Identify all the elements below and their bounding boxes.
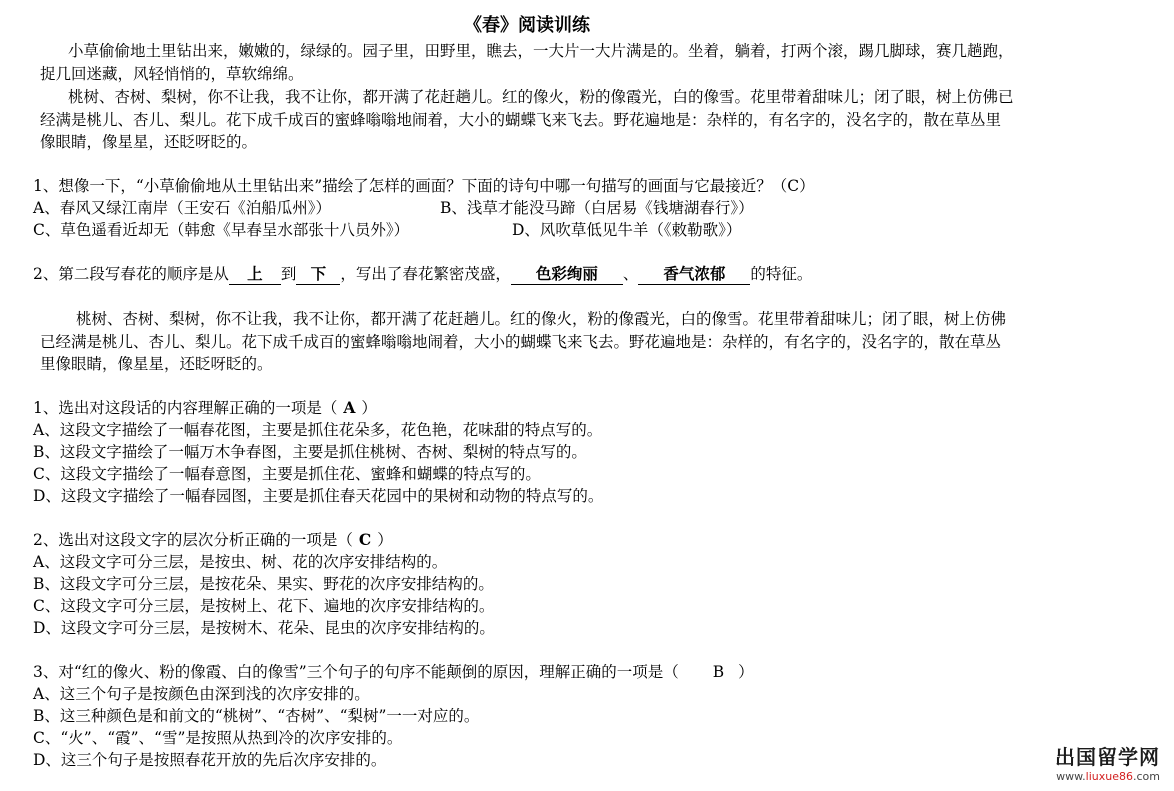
s3-stem-text: ） xyxy=(738,663,754,681)
page-title: 《春》阅读训练 xyxy=(464,15,590,36)
s3-option: B、这三种颜色是和前文的“桃树”、“杏树”、“梨树”一一对应的。 xyxy=(33,707,480,725)
watermark-brand: 出国留学网 xyxy=(1055,745,1160,769)
q2-line xyxy=(33,263,812,285)
passage1-line: 桃树、杏树、梨树，你不让我，我不让你，都开满了花赶趟儿。红的像火，粉的像霞光，白的像雪。花里带着甜味儿；闭了眼，树上仿佛已 xyxy=(68,88,1014,106)
s3-option: C、“火”、“霞”、“雪”是按照从热到冷的次序安排的。 xyxy=(33,729,403,747)
passage1-line: 捉几回迷藏，风轻悄悄的，草软绵绵。 xyxy=(40,65,304,83)
s2-stem-text: ） xyxy=(377,531,393,549)
passage2-line: 桃树、杏树、梨树，你不让我，我不让你，都开满了花赶趟儿。红的像火，粉的像霞光，白的像雪。花里带着甜味儿；闭了眼，树上仿佛 xyxy=(76,310,1007,328)
watermark-url xyxy=(1055,770,1160,783)
q2-text: 的特征。 xyxy=(750,265,813,283)
s2-stem-text: 2、选出对这段文字的层次分析正确的一项是（ xyxy=(33,531,353,549)
watermark-logo xyxy=(1055,741,1160,783)
s1-option: B、这段文字描绘了一幅万木争春图，主要是抓住桃树、杏树、梨树的特点写的。 xyxy=(33,443,587,461)
s1-option: A、这段文字描绘了一幅春花图，主要是抓住花朵多，花色艳，花味甜的特点写的。 xyxy=(33,421,603,439)
passage1-line: 经满是桃儿、杏儿、梨儿。花下成千成百的蜜蜂嗡嗡地闹着，大小的蝴蝶飞来飞去。野花遍地是：杂样的，有名字的，没名字的，散在草丛里 xyxy=(40,111,1002,129)
q1-stem: 1、想像一下，“小草偷偷地从土里钻出来”描绘了怎样的画面？下面的诗句中哪一句描写的画面与它最接近？（C） xyxy=(33,177,815,195)
s1-option: D、这段文字描绘了一幅春园图，主要是抓住春天花园中的果树和动物的特点写的。 xyxy=(33,487,604,505)
passage1-line: 像眼睛，像星星，还眨呀眨的。 xyxy=(40,133,258,151)
s1-option: C、这段文字描绘了一幅春意图，主要是抓住花、蜜蜂和蝴蝶的特点写的。 xyxy=(33,465,541,483)
s1-stem-text: 1、选出对这段话的内容理解正确的一项是（ xyxy=(33,399,338,417)
s3-option: D、这三个句子是按照春花开放的先后次序安排的。 xyxy=(33,751,387,769)
q2-answer-blank: 香气浓郁 xyxy=(638,264,750,285)
watermark-url-part: www. xyxy=(1056,770,1086,783)
q1-option-c: C、草色遥看近却无（韩愈《早春呈水部张十八员外》） xyxy=(33,221,410,239)
q1-option-d: D、风吹草低见牛羊（《敕勒歌》） xyxy=(512,221,742,239)
passage1-line: 小草偷偷地土里钻出来，嫩嫩的，绿绿的。园子里，田野里，瞧去，一大片一大片满是的。坐着，躺着，打两个滚，踢几脚球，赛几趟跑， xyxy=(68,42,1014,60)
q2-answer-blank: 上 xyxy=(229,264,281,285)
s1-answer: A xyxy=(343,398,356,417)
s2-option: B、这段文字可分三层，是按花朵、果实、野花的次序安排结构的。 xyxy=(33,575,494,593)
s3-stem-text: 3、对“红的像火、粉的像霞、白的像雪”三个句子的句序不能颠倒的原因，理解正确的一项是（ xyxy=(33,663,679,681)
q2-text: 、 xyxy=(622,265,639,283)
q2-text: 到 xyxy=(280,265,297,283)
q1-option-b: B、浅草才能没马蹄（白居易《钱塘湖春行》） xyxy=(440,199,754,217)
q1-option-a: A、春风又绿江南岸（王安石《泊船瓜州》） xyxy=(33,199,331,217)
s2-option: D、这段文字可分三层，是按树木、花朵、昆虫的次序安排结构的。 xyxy=(33,619,495,637)
s3-answer: B xyxy=(712,663,725,681)
s2-answer: C xyxy=(358,530,372,549)
q2-answer-blank: 下 xyxy=(296,264,340,285)
s1-stem xyxy=(33,397,377,419)
watermark-url-part: liuxue86 xyxy=(1085,770,1133,783)
passage2-line: 里像眼睛，像星星，还眨呀眨的。 xyxy=(40,355,273,373)
q2-text: 2、第二段写春花的顺序是从 xyxy=(33,265,229,283)
s3-option: A、这三个句子是按颜色由深到浅的次序安排的。 xyxy=(33,685,370,703)
s2-stem xyxy=(33,529,393,551)
s3-stem xyxy=(33,661,754,683)
q2-answer-blank: 色彩绚丽 xyxy=(511,264,623,285)
s1-stem-text: ） xyxy=(361,399,377,417)
watermark-url-part: .com xyxy=(1133,770,1160,783)
s2-option: A、这段文字可分三层，是按虫、树、花的次序安排结构的。 xyxy=(33,553,448,571)
q2-text: ，写出了春花繁密茂盛， xyxy=(340,265,511,283)
s2-option: C、这段文字可分三层，是按树上、花下、遍地的次序安排结构的。 xyxy=(33,597,495,615)
passage2-line: 已经满是桃儿、杏儿、梨儿。花下成千成百的蜜蜂嗡嗡地闹着，大小的蝴蝶飞来飞去。野花遍地是：杂样的，有名字的，没名字的，散在草丛 xyxy=(40,333,1002,351)
